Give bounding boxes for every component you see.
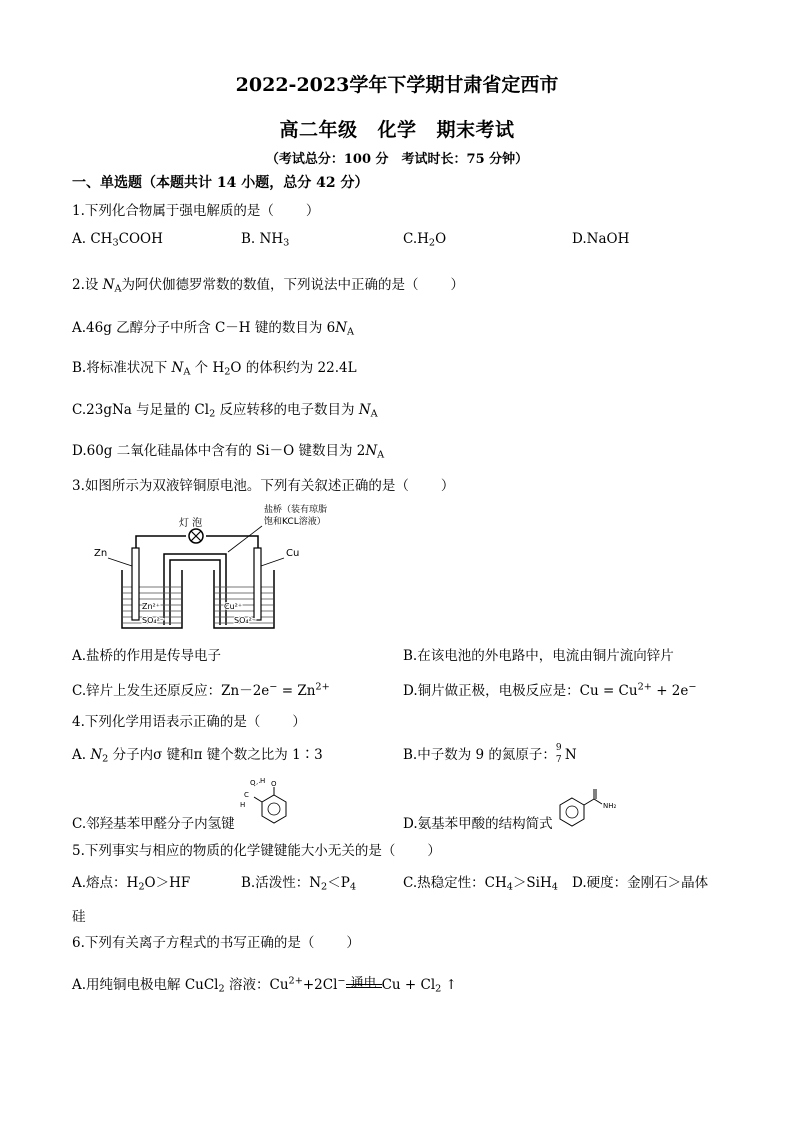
battery-figure [86, 500, 346, 635]
svg-text:O: O [271, 780, 277, 788]
salt-bridge-label-2: 饱和KCL溶液） [264, 517, 326, 527]
copper-electrode-label: Cu [286, 548, 300, 559]
bulb-label: 灯 泡 [179, 518, 203, 529]
q4-option-b: B.中子数为 9 的氮原子： 9 7 N [403, 742, 577, 765]
copper-ion-label: Cu²⁺ [224, 602, 243, 611]
h-bond-figure [238, 777, 294, 827]
q5-option-d: D.硬度：金刚石＞晶体 [572, 875, 709, 891]
q3-option-d: D.铜片做正极，电极反应是：$Cu = Cu^{2+} + 2e^-$ [403, 681, 697, 699]
q1-option-a: A. $CH_3COOH$ [72, 231, 163, 249]
exam-title-line2 [0, 115, 794, 142]
zinc-ion-label: Zn²⁺ [142, 602, 160, 611]
mass-number: 9 [555, 742, 562, 753]
q6-option-a: A.用纯铜电极电解 CuCl$_2$ 溶液：$Cu^{2+}+2Cl^-$ 通电 $Cu + Cl_2$ ↑ [72, 973, 457, 994]
svg-text:O: O [250, 779, 256, 787]
q4-option-d: D.氨基苯甲酸的结构简式 [403, 816, 553, 832]
exam-subtitle: （考试总分：100 分 考试时长：75 分钟） [265, 152, 529, 167]
zinc-copper-cell-diagram-icon [86, 500, 346, 635]
q5-option-d-cont: 硅 [72, 909, 86, 925]
svg-text:H: H [240, 801, 246, 809]
q3-option-a: A.盐桥的作用是传导电子 [72, 648, 222, 664]
question-3-stem: 3.如图所示为双液锌铜原电池。下列有关叙述正确的是（ ） [72, 478, 455, 494]
benzamide-structure-icon [558, 784, 622, 828]
exam-title-line1: 2022-2023学年下学期甘肃省定西市 [235, 74, 559, 96]
q1-option-b: B. $NH_3$ [241, 231, 290, 249]
q4-option-c: C.邻羟基苯甲醛分子内氢键 [72, 816, 235, 832]
benzamide-figure [558, 784, 622, 828]
electrolysis-condition: 通电 [350, 976, 377, 991]
subject-label: 化学 [377, 119, 417, 141]
q5-option-b: B.活泼性：$N_2<P_4$ [241, 875, 356, 893]
sulfate-right-label: SO₄²⁻ [234, 616, 257, 625]
q3-option-c: C.锌片上发生还原反应：$Zn-2e^- = Zn^{2+}$ [72, 681, 330, 699]
q3-option-b: B.在该电池的外电路中，电流由铜片流向锌片 [403, 648, 674, 664]
q2-option-b: B.将标准状况下 $N_A$ 个 $H_2O$ 的体积约为 22.4L [72, 360, 357, 378]
q5-option-a: A.熔点：$H_2O>HF$ [72, 875, 191, 893]
zinc-electrode-label: Zn [94, 548, 108, 559]
svg-text:C: C [244, 791, 249, 799]
svg-text:H: H [260, 777, 266, 785]
q4-option-a: A. $N_2$ 分子内σ 键和π 键个数之比为 1∶3 [72, 747, 323, 765]
sulfate-left-label: SO₄²⁻ [142, 616, 165, 625]
question-5-stem: 5.下列事实与相应的物质的化学键键能大小无关的是（ ） [72, 843, 441, 859]
o-hydroxybenzaldehyde-icon [238, 777, 294, 827]
question-2-stem: 2.设 $N_A$为阿伏伽德罗常数的数值，下列说法中正确的是（ ） [72, 277, 465, 295]
question-4-stem: 4.下列化学用语表示正确的是（ ） [72, 714, 306, 730]
q2-option-c: C.23gNa 与足量的 $Cl_2$ 反应转移的电子数目为 $N_A$ [72, 402, 378, 420]
question-1-stem: 1.下列化合物属于强电解质的是（ ） [72, 203, 320, 219]
amide-group-label: NH₂ [603, 802, 617, 810]
exam-type-label: 期末考试 [436, 119, 515, 141]
section-heading: 一、单选题（本题共计 14 小题，总分 42 分） [72, 175, 369, 191]
question-6-stem: 6.下列有关离子方程式的书写正确的是（ ） [72, 935, 360, 951]
q5-option-c: C.热稳定性：$CH_4>SiH_4$ [403, 875, 558, 893]
grade-label: 高二年级 [279, 119, 358, 141]
q2-option-a: A.46g 乙醇分子中所含 C－H 键的数目为 $6N_A$ [72, 320, 355, 338]
salt-bridge-label-1: 盐桥（装有琼脂 [264, 505, 328, 515]
atomic-number: 7 [555, 754, 562, 765]
q2-option-d: D.60g 二氧化硅晶体中含有的 Si－O 键数目为 $2N_A$ [72, 443, 385, 461]
q1-option-c: $C.H_2O$ [403, 231, 447, 249]
q1-option-d: D.NaOH [572, 231, 630, 247]
